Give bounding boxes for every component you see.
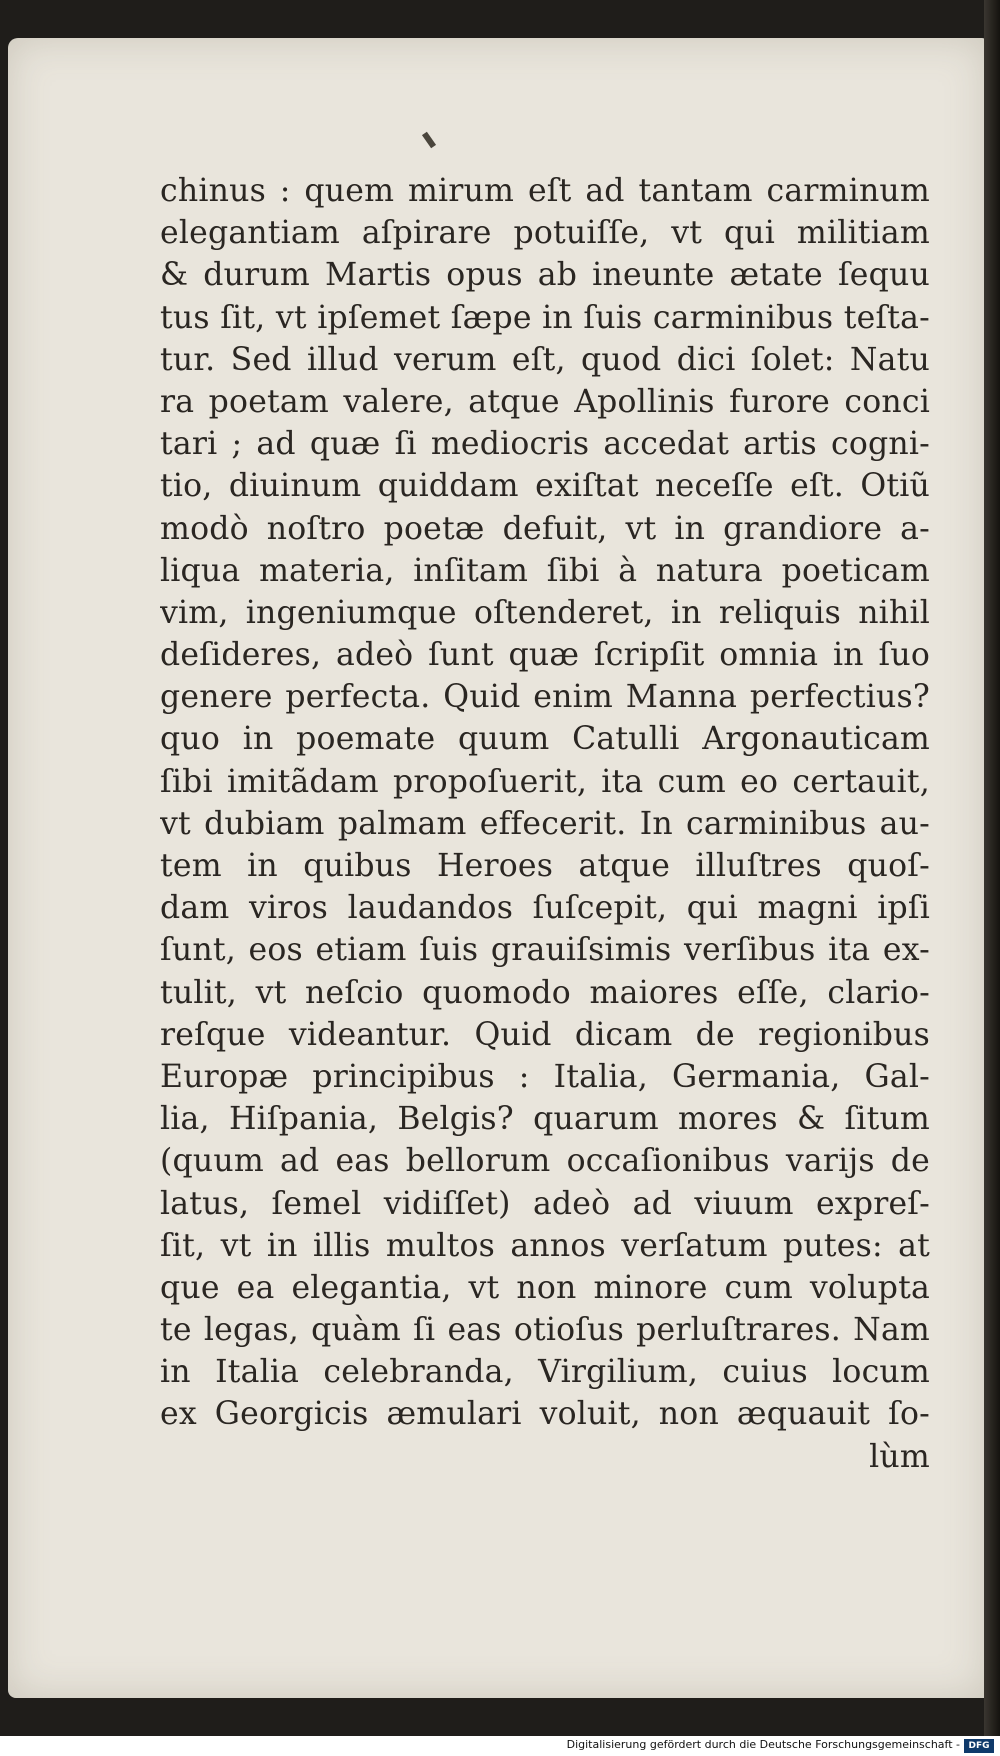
text-line: tulit, vt neſcio quomodo maiores eſſe, clario-: [160, 974, 930, 1011]
text-line: vim, ingeniumque oſtenderet, in reliquis nihil: [160, 594, 930, 631]
text-line: (quum ad eas bellorum occaſionibus varijs de: [160, 1143, 930, 1180]
dfg-logo-icon: DFG: [964, 1739, 994, 1753]
text-line: tari ; ad quæ ſi mediocris accedat artis cogni-: [160, 426, 930, 463]
text-line: ſunt, eos etiam ſuis grauiſsimis verſibus ita ex-: [160, 932, 930, 969]
text-line: quo in poemate quum Catulli Argonauticam: [160, 721, 930, 758]
text-line: ſibi imitãdam propoſuerit, ita cum eo certauit,: [160, 763, 930, 800]
text-line: ex Georgicis æmulari voluit, non æquauit ſo-: [160, 1396, 930, 1433]
text-line: liqua materia, inſitam ſibi à natura poeticam: [160, 552, 930, 589]
ink-mark: [422, 132, 436, 149]
text-line: Europæ principibus : Italia, Germania, Gal-: [160, 1058, 930, 1095]
footer-credit: Digitalisierung gefördert durch die Deutsche Forschungsgemeinschaft -: [566, 1738, 960, 1751]
text-line: ſit, vt in illis multos annos verſatum putes: at: [160, 1227, 930, 1264]
page-text: [160, 170, 930, 1478]
text-line: modò noſtro poetæ defuit, vt in grandiore a-: [160, 510, 930, 547]
text-line: & durum Martis opus ab ineunte ætate ſequu: [160, 257, 930, 294]
text-line: deſideres, adeò ſunt quæ ſcripſit omnia in ſuo: [160, 637, 930, 674]
text-line: lia, Hiſpania, Belgis? quarum mores & ſitum: [160, 1101, 930, 1138]
text-line: te legas, quàm ſi eas otioſus perluſtrares. Nam: [160, 1312, 930, 1349]
digitization-footer: [0, 1736, 1000, 1756]
text-line: reſque videantur. Quid dicam de regionibus: [160, 1016, 930, 1053]
text-line: chinus : quem mirum eſt ad tantam carminum: [160, 173, 930, 209]
text-line: latus, ſemel vidiſſet) adeò ad viuum expreſ-: [160, 1185, 930, 1222]
text-line: elegantiam aſpirare potuiſſe, vt qui militiam: [160, 215, 930, 252]
text-line: tur. Sed illud verum eſt, quod dici ſolet: Natu: [160, 341, 930, 378]
text-line: tio, diuinum quiddam exiſtat neceſſe eſt. Otiũ: [160, 468, 930, 505]
text-line: dam viros laudandos ſuſcepit, qui magni ipſi: [160, 890, 930, 927]
book-edge: [984, 0, 1000, 1756]
text-line: ra poetam valere, atque Apollinis furore conci: [160, 383, 930, 420]
text-line: que ea elegantia, vt non minore cum volupta: [160, 1269, 930, 1306]
text-line: tem in quibus Heroes atque illuſtres quoſ-: [160, 848, 930, 884]
text-line: in Italia celebranda, Virgilium, cuius locum: [160, 1354, 930, 1391]
text-line: genere perfecta. Quid enim Manna perfectius?: [160, 679, 930, 716]
text-line: tus ſit, vt ipſemet ſæpe in ſuis carminibus teſta-: [160, 299, 930, 336]
catchword: lùm: [869, 1438, 930, 1475]
text-line: vt dubiam palmam effecerit. In carminibus au-: [160, 805, 930, 842]
